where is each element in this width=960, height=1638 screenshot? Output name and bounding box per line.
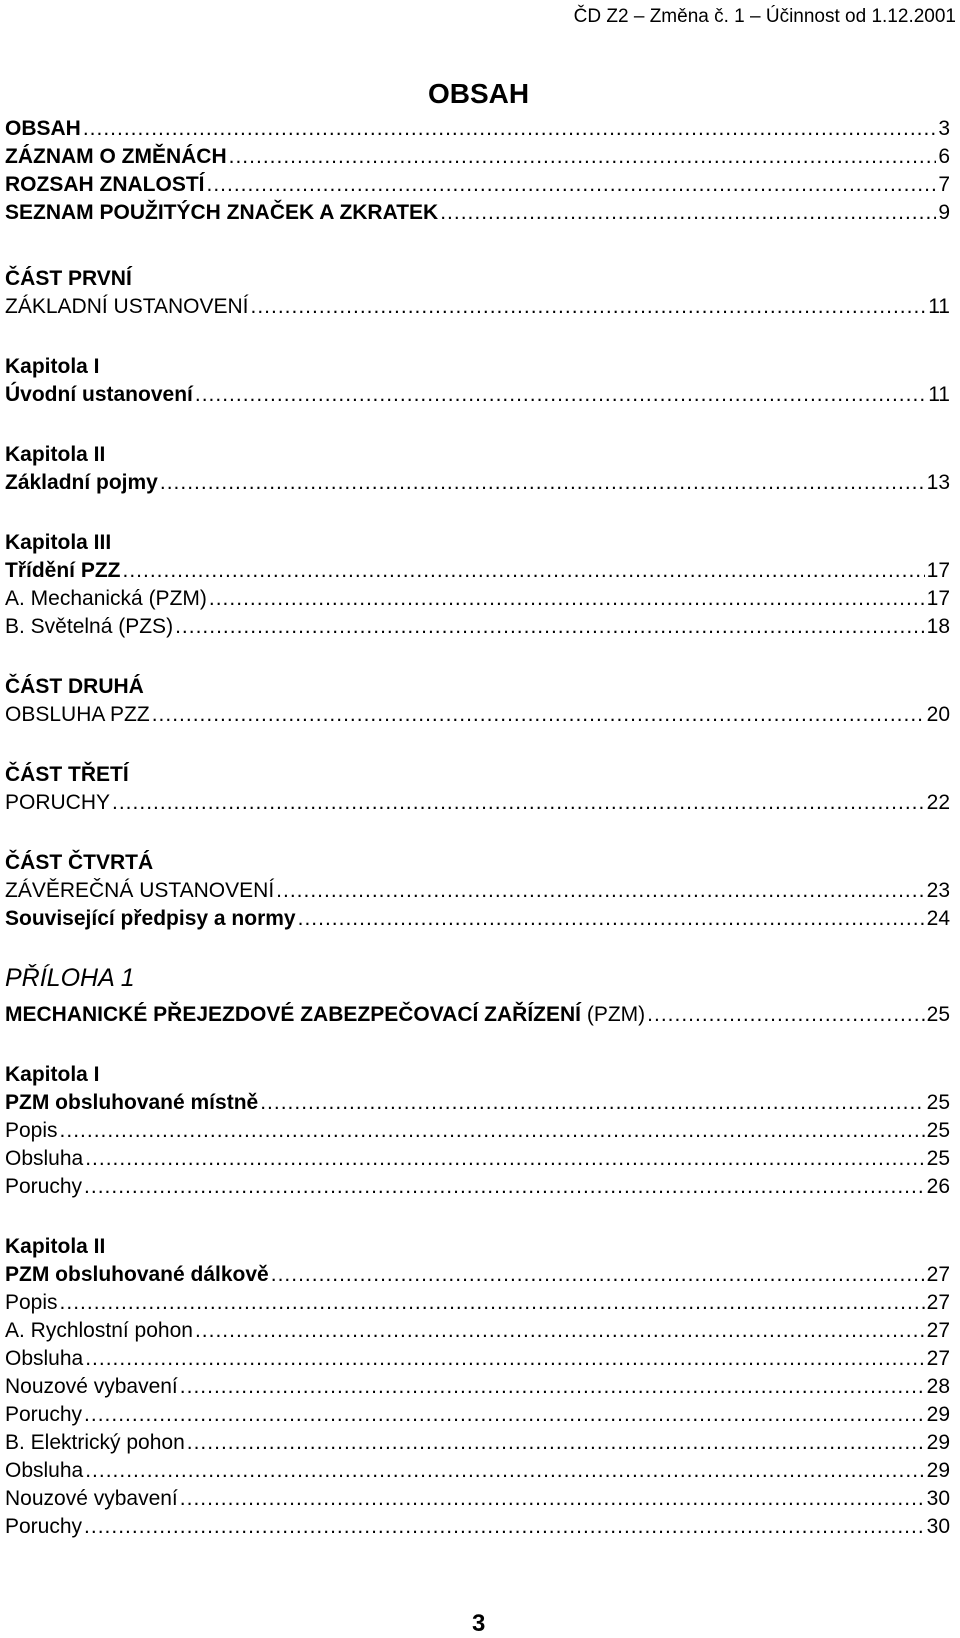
toc-label: Obsluha — [5, 1459, 84, 1482]
leader-dots — [187, 1429, 925, 1457]
toc-entry-popis-2[interactable] — [5, 1289, 950, 1317]
toc-entry-rychlostni[interactable] — [5, 1317, 950, 1345]
toc-label: Úvodní ustanovení — [5, 383, 193, 406]
toc-entry-uvodni[interactable] — [5, 381, 950, 409]
toc-page-number: 13 — [926, 471, 950, 494]
toc-entry-svetelna[interactable] — [5, 613, 950, 641]
toc-label: Poruchy — [5, 1403, 83, 1426]
toc-label: ZÁZNAM O ZMĚNÁCH — [5, 145, 227, 168]
toc-label: Obsluha — [5, 1347, 84, 1370]
leader-dots — [647, 1001, 924, 1029]
toc-label: B. Světelná (PZS) — [5, 615, 174, 638]
toc-page-number: 30 — [926, 1515, 950, 1538]
leader-dots — [195, 1317, 925, 1345]
toc-page-number: 25 — [926, 1147, 950, 1170]
toc-page-number: 26 — [926, 1175, 950, 1198]
toc-page-number: 7 — [938, 173, 950, 196]
toc-page-number: 11 — [928, 383, 950, 406]
toc-entry-mechanicka[interactable] — [5, 585, 950, 613]
leader-dots — [84, 1173, 925, 1201]
toc-label: Nouzové vybavení — [5, 1375, 178, 1398]
toc-entry-mech-prejezd[interactable] — [5, 1001, 950, 1029]
toc-label: B. Elektrický pohon — [5, 1431, 185, 1454]
toc-label: PORUCHY — [5, 791, 111, 814]
toc-entry-poruchy-2[interactable] — [5, 1401, 950, 1429]
toc-label: Třídění PZZ — [5, 559, 121, 582]
leader-dots — [298, 905, 925, 933]
toc-entry-nouzove-1[interactable] — [5, 1373, 950, 1401]
appendix-heading: PŘÍLOHA 1 — [5, 964, 135, 992]
toc-label-suffix: (PZM) — [581, 1003, 646, 1026]
toc-label-bold: MECHANICKÉ PŘEJEZDOVÉ ZABEZPEČOVACÍ ZAŘÍZENÍ — [5, 1003, 581, 1026]
toc-page-number: 27 — [926, 1291, 950, 1314]
toc-page-number: 25 — [926, 1003, 950, 1026]
toc-entry-pzm-dalkove[interactable] — [5, 1261, 950, 1289]
toc-page-number: 17 — [926, 559, 950, 582]
leader-dots — [251, 293, 927, 321]
toc-entry-poruchy-main[interactable] — [5, 789, 950, 817]
toc-page-number: 24 — [926, 907, 950, 930]
leader-dots — [180, 1485, 925, 1513]
toc-label: Popis — [5, 1291, 58, 1314]
chapter-heading-kapitola-3: Kapitola III — [5, 531, 112, 554]
leader-dots — [84, 1401, 925, 1429]
toc-page-number: 29 — [926, 1403, 950, 1426]
toc-entry-seznam[interactable] — [5, 199, 950, 227]
leader-dots — [152, 701, 925, 729]
toc-label: Poruchy — [5, 1175, 83, 1198]
toc-page-number: 29 — [926, 1459, 950, 1482]
toc-page-number: 17 — [926, 587, 950, 610]
toc-entry-obsah[interactable] — [5, 115, 950, 143]
toc-label: SEZNAM POUŽITÝCH ZNAČEK A ZKRATEK — [5, 201, 439, 224]
section-heading-cast-treti: ČÁST TŘETÍ — [5, 763, 129, 786]
toc-page-number: 18 — [926, 615, 950, 638]
toc-label: OBSLUHA PZZ — [5, 703, 150, 726]
toc-entry-souvisejici[interactable] — [5, 905, 950, 933]
toc-label: Obsluha — [5, 1147, 84, 1170]
leader-dots — [209, 585, 925, 613]
appendix-chapter-heading-2: Kapitola II — [5, 1235, 106, 1258]
toc-entry-obsluha-3[interactable] — [5, 1457, 950, 1485]
page-number: 3 — [472, 1610, 486, 1637]
toc-entry-poruchy-3[interactable] — [5, 1513, 950, 1541]
page-title: OBSAH — [428, 78, 530, 109]
toc-entry-popis-1[interactable] — [5, 1117, 950, 1145]
leader-dots — [271, 1261, 925, 1289]
toc-label: Související předpisy a normy — [5, 907, 296, 930]
toc-label: OBSAH — [5, 117, 81, 140]
running-header: ČD Z2 – Změna č. 1 – Účinnost od 1.12.2001 — [573, 6, 956, 27]
leader-dots — [260, 1089, 924, 1117]
toc-page-number: 25 — [926, 1119, 950, 1142]
toc-entry-elektricky[interactable] — [5, 1429, 950, 1457]
toc-page-number: 23 — [926, 879, 950, 902]
leader-dots — [83, 115, 936, 143]
appendix-chapter-heading-1: Kapitola I — [5, 1063, 100, 1086]
leader-dots — [123, 557, 925, 585]
toc-page-number: 28 — [926, 1375, 950, 1398]
leader-dots — [60, 1117, 925, 1145]
leader-dots — [276, 877, 924, 905]
toc-label: ZÁVĚREČNÁ USTANOVENÍ — [5, 879, 275, 902]
toc-page-number: 29 — [926, 1431, 950, 1454]
toc-label: A. Rychlostní pohon — [5, 1319, 193, 1342]
toc-page-number: 27 — [926, 1263, 950, 1286]
toc-page-number: 20 — [926, 703, 950, 726]
toc-label: PZM obsluhované místně — [5, 1091, 259, 1114]
toc-entry-nouzove-2[interactable] — [5, 1485, 950, 1513]
toc-page-number: 27 — [926, 1319, 950, 1342]
toc-label: ROZSAH ZNALOSTÍ — [5, 173, 205, 196]
leader-dots — [160, 469, 925, 497]
leader-dots — [85, 1145, 924, 1173]
toc-entry-rozsah[interactable] — [5, 171, 950, 199]
toc-label: ZÁKLADNÍ USTANOVENÍ — [5, 295, 249, 318]
toc-entry-obsluha-pzz[interactable] — [5, 701, 950, 729]
toc-page-number: 30 — [926, 1487, 950, 1510]
toc-entry-pzm-mistne[interactable] — [5, 1089, 950, 1117]
section-heading-cast-prvni: ČÁST PRVNÍ — [5, 267, 132, 290]
leader-dots — [195, 381, 926, 409]
leader-dots — [85, 1457, 924, 1485]
leader-dots — [180, 1373, 925, 1401]
toc-entry-zakladni-ustanoveni[interactable] — [5, 293, 950, 321]
toc-label: A. Mechanická (PZM) — [5, 587, 207, 610]
leader-dots — [175, 613, 925, 641]
toc-entry-poruchy-1[interactable] — [5, 1173, 950, 1201]
leader-dots — [207, 171, 937, 199]
toc-page-number: 6 — [938, 145, 950, 168]
toc-page-number: 11 — [928, 295, 950, 318]
toc-entry-zakladni-pojmy[interactable] — [5, 469, 950, 497]
toc-page-number: 9 — [938, 201, 950, 224]
toc-label: Nouzové vybavení — [5, 1487, 178, 1510]
toc-label: Základní pojmy — [5, 471, 158, 494]
toc-page-number: 22 — [926, 791, 950, 814]
chapter-heading-kapitola-2: Kapitola II — [5, 443, 106, 466]
section-heading-cast-ctvrta: ČÁST ČTVRTÁ — [5, 851, 154, 874]
toc-page-number: 25 — [926, 1091, 950, 1114]
toc-label: Poruchy — [5, 1515, 83, 1538]
toc-label: Popis — [5, 1119, 58, 1142]
toc-label — [5, 1001, 645, 1029]
toc-entry-obsluha-1[interactable] — [5, 1145, 950, 1173]
leader-dots — [440, 199, 936, 227]
leader-dots — [84, 1513, 925, 1541]
toc-entry-zaverecna[interactable] — [5, 877, 950, 905]
section-heading-cast-druha: ČÁST DRUHÁ — [5, 675, 144, 698]
toc-page-number: 3 — [938, 117, 950, 140]
toc-label: PZM obsluhované dálkově — [5, 1263, 269, 1286]
leader-dots — [60, 1289, 925, 1317]
leader-dots — [85, 1345, 924, 1373]
toc-entry-obsluha-2[interactable] — [5, 1345, 950, 1373]
toc-entry-zaznam[interactable] — [5, 143, 950, 171]
chapter-heading-kapitola-1: Kapitola I — [5, 355, 100, 378]
leader-dots — [229, 143, 937, 171]
toc-entry-trideni[interactable] — [5, 557, 950, 585]
leader-dots — [112, 789, 925, 817]
toc-page-number: 27 — [926, 1347, 950, 1370]
